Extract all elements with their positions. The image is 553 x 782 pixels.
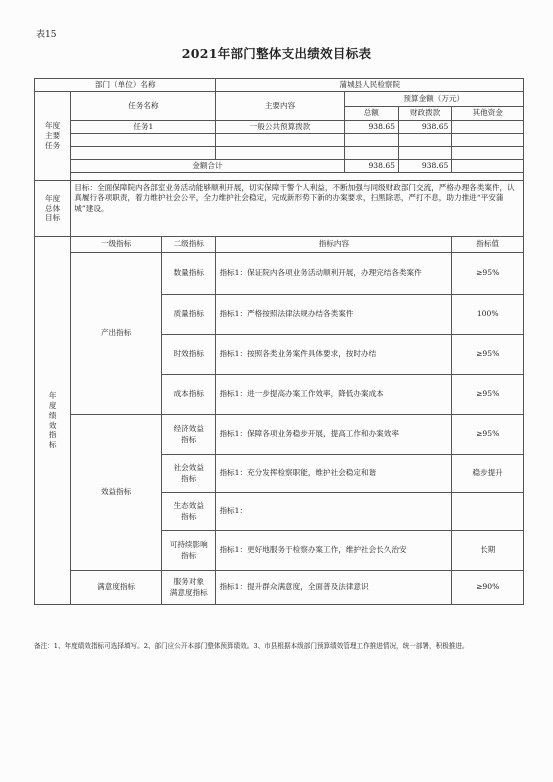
unit-label: 部门（单位）名称 (35, 79, 216, 92)
fiscal-header: 财政拨款 (399, 107, 452, 120)
indicator-row (35, 415, 524, 455)
task-other (452, 146, 524, 159)
indicator-value: 长期 (452, 531, 524, 571)
indicator-value (452, 493, 524, 531)
unit-name: 蒲城县人民检察院 (216, 79, 524, 92)
level2-cost: 成本指标 (162, 375, 216, 415)
indicator-content: 指标1：充分发挥检察职能，维护社会稳定和谐 (216, 455, 452, 493)
content-header: 主要内容 (216, 92, 344, 120)
task-content (216, 133, 344, 146)
level2-sustainability: 可持续影响 指标 (162, 531, 216, 571)
task-row (35, 120, 524, 133)
indicator-content: 指标1：保障各项业务稳步开展，提高工作和办案效率 (216, 415, 452, 455)
level1-header: 一级指标 (71, 237, 162, 253)
level2-quality: 质量指标 (162, 295, 216, 335)
indicator-row (35, 571, 524, 605)
level1-satisfaction: 满意度指标 (71, 571, 162, 605)
level1-output: 产出指标 (71, 253, 162, 415)
indicator-row (35, 253, 524, 295)
table-number: 表15 (36, 30, 57, 40)
indicator-content: 指标1：按照各类业务案件具体要求，按时办结 (216, 335, 452, 375)
sum-fiscal: 938.65 (399, 159, 452, 172)
level2-service-satisfaction: 服务对象 满意度指标 (162, 571, 216, 605)
indicator-content: 指标1：严格按照法律法规办结各类案件 (216, 295, 452, 335)
task-content (216, 146, 344, 159)
task-fiscal: 938.65 (399, 120, 452, 133)
sum-other (452, 159, 524, 172)
indicator-content: 指标1：保证院内各项业务活动顺利开展，办理完结各类案件 (216, 253, 452, 295)
task-total (344, 133, 398, 146)
overall-goal-label: 年度 总体 目标 (35, 181, 71, 237)
indicator-value-header: 指标值 (452, 237, 524, 253)
sum-label: 金额合计 (71, 159, 344, 172)
task-content: 一般公共预算拨款 (216, 120, 344, 133)
budget-header: 预算金额（万元） (344, 92, 523, 107)
overall-goal-text: 目标：全面保障院内各部室业务活动能够顺利开展，切实保障干警个人利益，不断加强与同级财政部门交流，严格办理各类案件，认真履行各项职责，着力维护社会公平，全力维护社会稳定，完成新形势下新的办案要求，扫黑除恶，严打不息，助力推进“平安蒲城”建设。 (71, 181, 524, 237)
indicator-content: 指标1：更好地服务于检察办案工作，维护社会长久治安 (216, 531, 452, 571)
indicator-content-header: 指标内容 (216, 237, 452, 253)
page-title: 2021年部门整体支出绩效目标表 (181, 46, 372, 61)
task-total (344, 146, 398, 159)
level1-benefit: 效益指标 (71, 415, 162, 571)
indicator-value: 稳步提升 (452, 455, 524, 493)
task-other (452, 120, 524, 133)
level2-header: 二级指标 (162, 237, 216, 253)
level2-ecological: 生态效益 指标 (162, 493, 216, 531)
level2-social: 社会效益 指标 (162, 455, 216, 493)
total-header: 总额 (344, 107, 398, 120)
footnote: 备注：1、年度绩效指标可选择填写。2、部门应公开本部门整体预算绩效。3、市县根据本级部门预算绩效管理工作推进情况，统一部署，积极推进。 (34, 642, 469, 650)
sum-total: 938.65 (344, 159, 398, 172)
indicator-value: ≥95% (452, 253, 524, 295)
level2-timeliness: 时效指标 (162, 335, 216, 375)
indicator-value: ≥95% (452, 375, 524, 415)
task-name: 任务1 (71, 120, 216, 133)
level2-economic: 经济效益 指标 (162, 415, 216, 455)
indicator-value: ≥90% (452, 571, 524, 605)
task-name-header: 任务名称 (71, 92, 216, 120)
annual-tasks-label: 年度 主要 任务 (35, 92, 71, 181)
task-total: 938.65 (344, 120, 398, 133)
indicator-value: ≥95% (452, 335, 524, 375)
sum-row (35, 159, 524, 172)
indicators-label: 年 度 绩 效 指 标 (35, 237, 71, 605)
task-other (452, 133, 524, 146)
task-fiscal (399, 146, 452, 159)
indicator-value: ≥95% (452, 415, 524, 455)
other-header: 其他资金 (452, 107, 524, 120)
indicator-content: 指标1：提升群众满意度，全面普及法律意识 (216, 571, 452, 605)
task-row (35, 146, 524, 159)
task-fiscal (399, 133, 452, 146)
spacer-row (71, 173, 524, 181)
indicator-value: 100% (452, 295, 524, 335)
task-name (71, 146, 216, 159)
indicator-content: 指标1：进一步提高办案工作效率，降低办案成本 (216, 375, 452, 415)
task-row (35, 133, 524, 146)
task-name (71, 133, 216, 146)
performance-goal-table (34, 78, 524, 605)
indicator-content: 指标1： (216, 493, 452, 531)
level2-quantity: 数量指标 (162, 253, 216, 295)
